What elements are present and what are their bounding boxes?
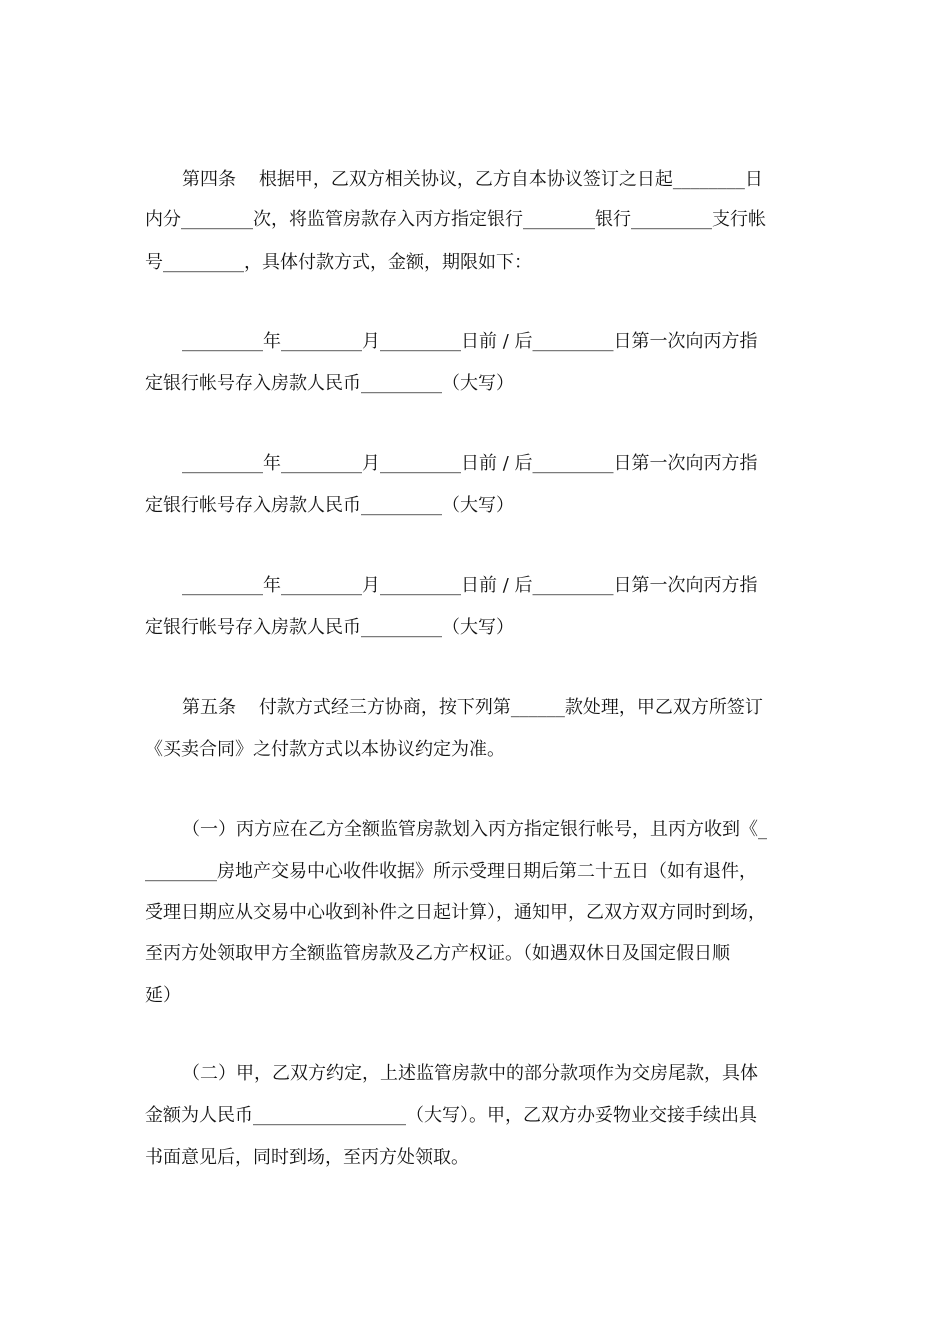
clause1-line3: 受理日期应从交易中心收到补件之日起计算），通知甲，乙双方双方同时到场，: [145, 902, 766, 923]
article4-line2: 内分________次，将监管房款存入丙方指定银行________银行_________支行帐: [145, 209, 766, 230]
clause2-line2: 金额为人民币_________________（大写）。甲，乙双方办妥物业交接手续出具: [145, 1105, 757, 1126]
article5-line2: 《买卖合同》之付款方式以本协议约定为准。: [145, 739, 505, 760]
article5-line1: 第五条 付款方式经三方协商，按下列第______款处理，甲乙双方所签订: [182, 697, 763, 718]
payment-3-line2: 定银行帐号存入房款人民币_________（大写）: [145, 617, 514, 638]
article4-line1: 第四条 根据甲，乙双方相关协议，乙方自本协议签订之日起________日: [182, 169, 763, 190]
clause2-line1: （二）甲，乙双方约定，上述监管房款中的部分款项作为交房尾款，具体: [182, 1063, 758, 1084]
payment-2-line2: 定银行帐号存入房款人民币_________（大写）: [145, 495, 514, 516]
article4-line3: 号_________，具体付款方式，金额，期限如下：: [145, 252, 532, 273]
payment-1-line2: 定银行帐号存入房款人民币_________（大写）: [145, 373, 514, 394]
clause1-line4: 至丙方处领取甲方全额监管房款及乙方产权证。（如遇双休日及国定假日顺: [145, 943, 730, 964]
clause2-line3: 书面意见后，同时到场，至丙方处领取。: [145, 1147, 469, 1168]
clause1-line2: ________房地产交易中心收件收据》所示受理日期后第二十五日（如有退件，: [145, 861, 757, 882]
clause1-line5: 延）: [145, 985, 181, 1006]
payment-2-line1: _________年_________月_________日前 / 后_________日第一次向丙方指: [182, 453, 758, 474]
payment-1-line1: _________年_________月_________日前 / 后_________日第一次向丙方指: [182, 331, 758, 352]
payment-3-line1: _________年_________月_________日前 / 后_________日第一次向丙方指: [182, 575, 758, 596]
clause1-line1: （一）丙方应在乙方全额监管房款划入丙方指定银行帐号，且丙方收到《_: [182, 819, 767, 840]
